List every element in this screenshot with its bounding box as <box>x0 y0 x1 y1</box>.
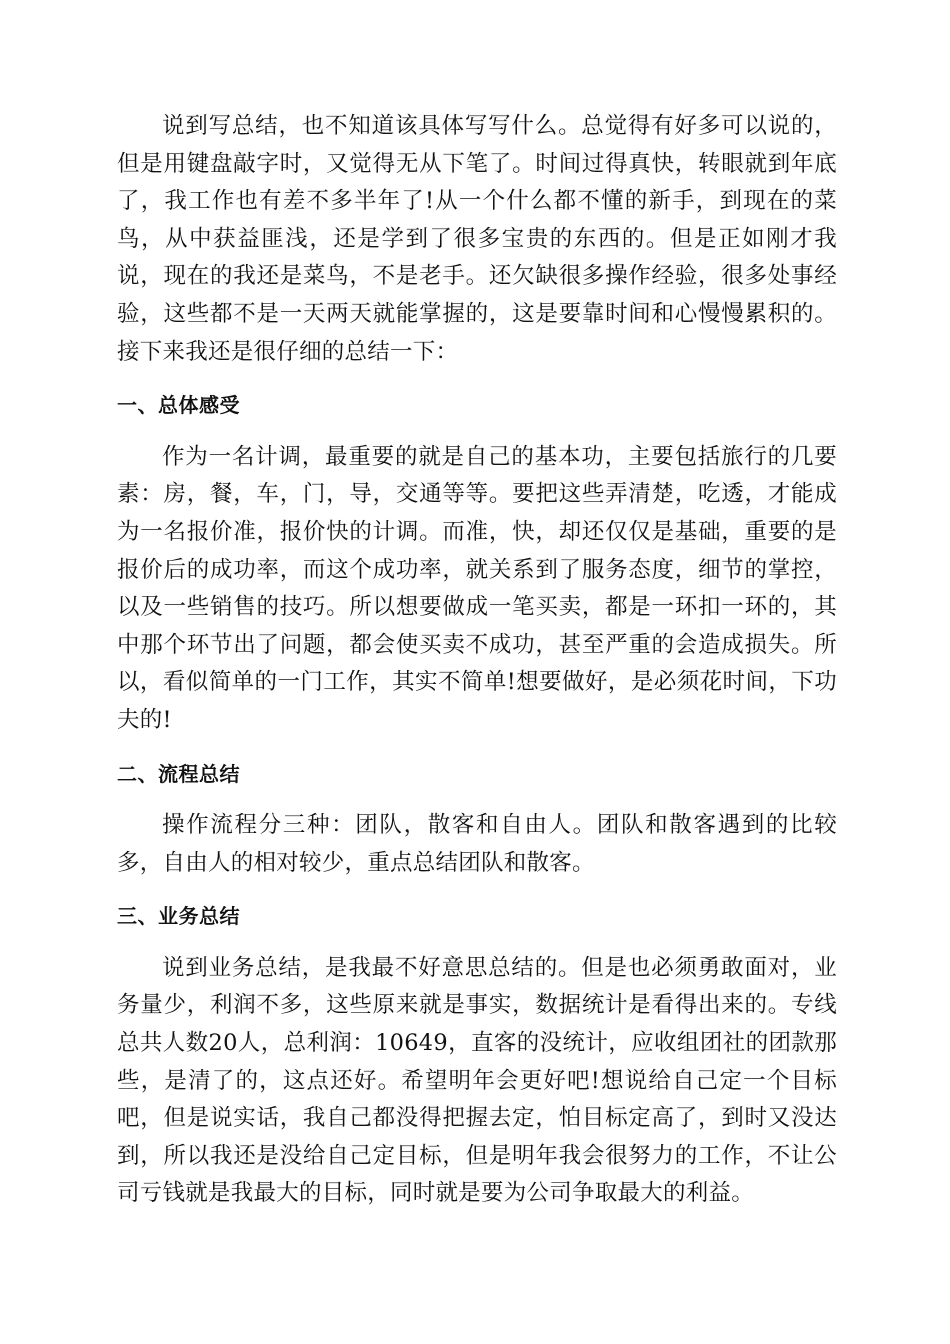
section-body-overall-feelings: 作为一名计调，最重要的就是自己的基本功，主要包括旅行的几要素：房，餐，车，门，导，交通等等。要把这些弄清楚，吃透，才能成为一名报价准，报价快的计调。而准，快，却还仅仅是基础，重要的是报价后的成功率，而这个成功率，就关系到了服务态度，细节的掌控，以及一些销售的技巧。所以想要做成一笔买卖，都是一环扣一环的，其中那个环节出了问题，都会使买卖不成功，甚至严重的会造成损失。所以，看似简单的一门工作，其实不简单!想要做好，是必须花时间，下功夫的! <box>117 443 837 733</box>
section-heading-process-summary: 二、流程总结 <box>117 761 240 786</box>
section-body-process-summary: 操作流程分三种：团队，散客和自由人。团队和散客遇到的比较多，自由人的相对较少，重点总结团队和散客。 <box>117 812 837 876</box>
document-body <box>117 108 837 1213</box>
section-body-business-summary: 说到业务总结，是我最不好意思总结的。但是也必须勇敢面对，业务量少，利润不多，这些原来就是事实，数据统计是看得出来的。专线总共人数20人，总利润：10649，直客的没统计，应收组团社的团款那些，是清了的，这点还好。希望明年会更好吧!想说给自己定一个目标吧，但是说实话，我自己都没得把握去定，怕目标定高了，到时又没达到，所以我还是没给自己定目标，但是明年我会很努力的工作，不让公司亏钱就是我最大的目标，同时就是要为公司争取最大的利益。 <box>117 954 837 1207</box>
section-heading-business-summary: 三、业务总结 <box>117 904 240 929</box>
section-heading-overall-feelings: 一、总体感受 <box>117 393 240 418</box>
intro-paragraph: 说到写总结，也不知道该具体写写什么。总觉得有好多可以说的，但是用键盘敲字时，又觉得无从下笔了。时间过得真快，转眼就到年底了，我工作也有差不多半年了!从一个什么都不懂的新手，到现在的菜鸟，从中获益匪浅，还是学到了很多宝贵的东西的。但是正如刚才我说，现在的我还是菜鸟，不是老手。还欠缺很多操作经验，很多处事经验，这些都不是一天两天就能掌握的，这是要靠时间和心慢慢累积的。接下来我还是很仔细的总结一下： <box>117 113 837 365</box>
